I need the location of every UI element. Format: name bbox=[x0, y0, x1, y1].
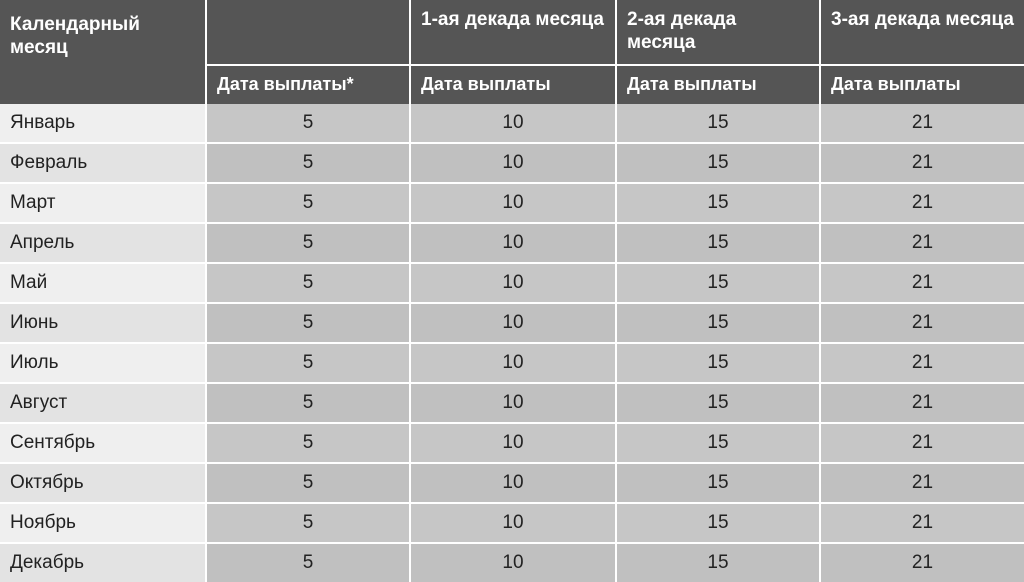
cell-month: Октябрь bbox=[0, 463, 206, 503]
column-header-decade-3: 3-ая декада месяца bbox=[820, 0, 1024, 65]
table-header-row-top bbox=[0, 0, 1024, 65]
cell-payment-date-1: 10 bbox=[410, 183, 616, 223]
cell-payment-date-2: 15 bbox=[616, 383, 820, 423]
cell-payment-date-1: 10 bbox=[410, 263, 616, 303]
column-subheader-payment-date-1: Дата выплаты bbox=[410, 65, 616, 105]
cell-payment-date-1: 10 bbox=[410, 383, 616, 423]
column-header-blank bbox=[206, 0, 410, 65]
cell-payment-date-1: 10 bbox=[410, 104, 616, 143]
cell-payment-date-2: 15 bbox=[616, 223, 820, 263]
table-body bbox=[0, 104, 1024, 582]
cell-payment-date-2: 15 bbox=[616, 104, 820, 143]
cell-month: Май bbox=[0, 263, 206, 303]
table-row bbox=[0, 543, 1024, 582]
column-subheader-payment-date-star: Дата выплаты* bbox=[206, 65, 410, 105]
cell-payment-date-2: 15 bbox=[616, 463, 820, 503]
cell-payment-date-1: 10 bbox=[410, 143, 616, 183]
cell-payment-date-1: 10 bbox=[410, 303, 616, 343]
cell-payment-date-star: 5 bbox=[206, 303, 410, 343]
table-row bbox=[0, 463, 1024, 503]
cell-payment-date-star: 5 bbox=[206, 143, 410, 183]
cell-month: Ноябрь bbox=[0, 503, 206, 543]
cell-payment-date-3: 21 bbox=[820, 383, 1024, 423]
table-row bbox=[0, 223, 1024, 263]
cell-payment-date-1: 10 bbox=[410, 463, 616, 503]
cell-payment-date-1: 10 bbox=[410, 423, 616, 463]
column-subheader-payment-date-2: Дата выплаты bbox=[616, 65, 820, 105]
cell-payment-date-2: 15 bbox=[616, 183, 820, 223]
cell-payment-date-2: 15 bbox=[616, 143, 820, 183]
cell-month: Февраль bbox=[0, 143, 206, 183]
cell-payment-date-3: 21 bbox=[820, 343, 1024, 383]
table-row bbox=[0, 383, 1024, 423]
cell-month: Июнь bbox=[0, 303, 206, 343]
cell-payment-date-1: 10 bbox=[410, 503, 616, 543]
cell-payment-date-star: 5 bbox=[206, 543, 410, 582]
table-row bbox=[0, 343, 1024, 383]
cell-month: Сентябрь bbox=[0, 423, 206, 463]
cell-payment-date-3: 21 bbox=[820, 543, 1024, 582]
table-row bbox=[0, 104, 1024, 143]
cell-payment-date-3: 21 bbox=[820, 104, 1024, 143]
cell-payment-date-3: 21 bbox=[820, 183, 1024, 223]
cell-payment-date-3: 21 bbox=[820, 143, 1024, 183]
cell-payment-date-3: 21 bbox=[820, 303, 1024, 343]
cell-payment-date-star: 5 bbox=[206, 463, 410, 503]
cell-payment-date-2: 15 bbox=[616, 343, 820, 383]
cell-payment-date-3: 21 bbox=[820, 223, 1024, 263]
cell-payment-date-star: 5 bbox=[206, 104, 410, 143]
cell-payment-date-star: 5 bbox=[206, 423, 410, 463]
cell-payment-date-2: 15 bbox=[616, 263, 820, 303]
table-row bbox=[0, 183, 1024, 223]
table-row bbox=[0, 423, 1024, 463]
cell-payment-date-2: 15 bbox=[616, 543, 820, 582]
cell-month: Август bbox=[0, 383, 206, 423]
cell-payment-date-3: 21 bbox=[820, 263, 1024, 303]
cell-month: Январь bbox=[0, 104, 206, 143]
column-subheader-payment-date-3: Дата выплаты bbox=[820, 65, 1024, 105]
cell-month: Апрель bbox=[0, 223, 206, 263]
column-header-decade-2: 2-ая декада месяца bbox=[616, 0, 820, 65]
cell-month: Декабрь bbox=[0, 543, 206, 582]
cell-payment-date-star: 5 bbox=[206, 503, 410, 543]
cell-payment-date-2: 15 bbox=[616, 303, 820, 343]
cell-payment-date-star: 5 bbox=[206, 263, 410, 303]
cell-payment-date-3: 21 bbox=[820, 423, 1024, 463]
cell-payment-date-1: 10 bbox=[410, 223, 616, 263]
cell-payment-date-star: 5 bbox=[206, 183, 410, 223]
table-row bbox=[0, 263, 1024, 303]
cell-payment-date-2: 15 bbox=[616, 423, 820, 463]
table-row bbox=[0, 303, 1024, 343]
cell-payment-date-star: 5 bbox=[206, 383, 410, 423]
table-header bbox=[0, 0, 1024, 104]
cell-payment-date-2: 15 bbox=[616, 503, 820, 543]
column-header-month: Календарный месяц bbox=[0, 0, 206, 104]
cell-payment-date-3: 21 bbox=[820, 463, 1024, 503]
cell-month: Июль bbox=[0, 343, 206, 383]
cell-payment-date-1: 10 bbox=[410, 543, 616, 582]
cell-payment-date-star: 5 bbox=[206, 343, 410, 383]
column-header-decade-1: 1-ая декада месяца bbox=[410, 0, 616, 65]
cell-payment-date-star: 5 bbox=[206, 223, 410, 263]
cell-month: Март bbox=[0, 183, 206, 223]
cell-payment-date-1: 10 bbox=[410, 343, 616, 383]
table-row bbox=[0, 143, 1024, 183]
table-row bbox=[0, 503, 1024, 543]
cell-payment-date-3: 21 bbox=[820, 503, 1024, 543]
